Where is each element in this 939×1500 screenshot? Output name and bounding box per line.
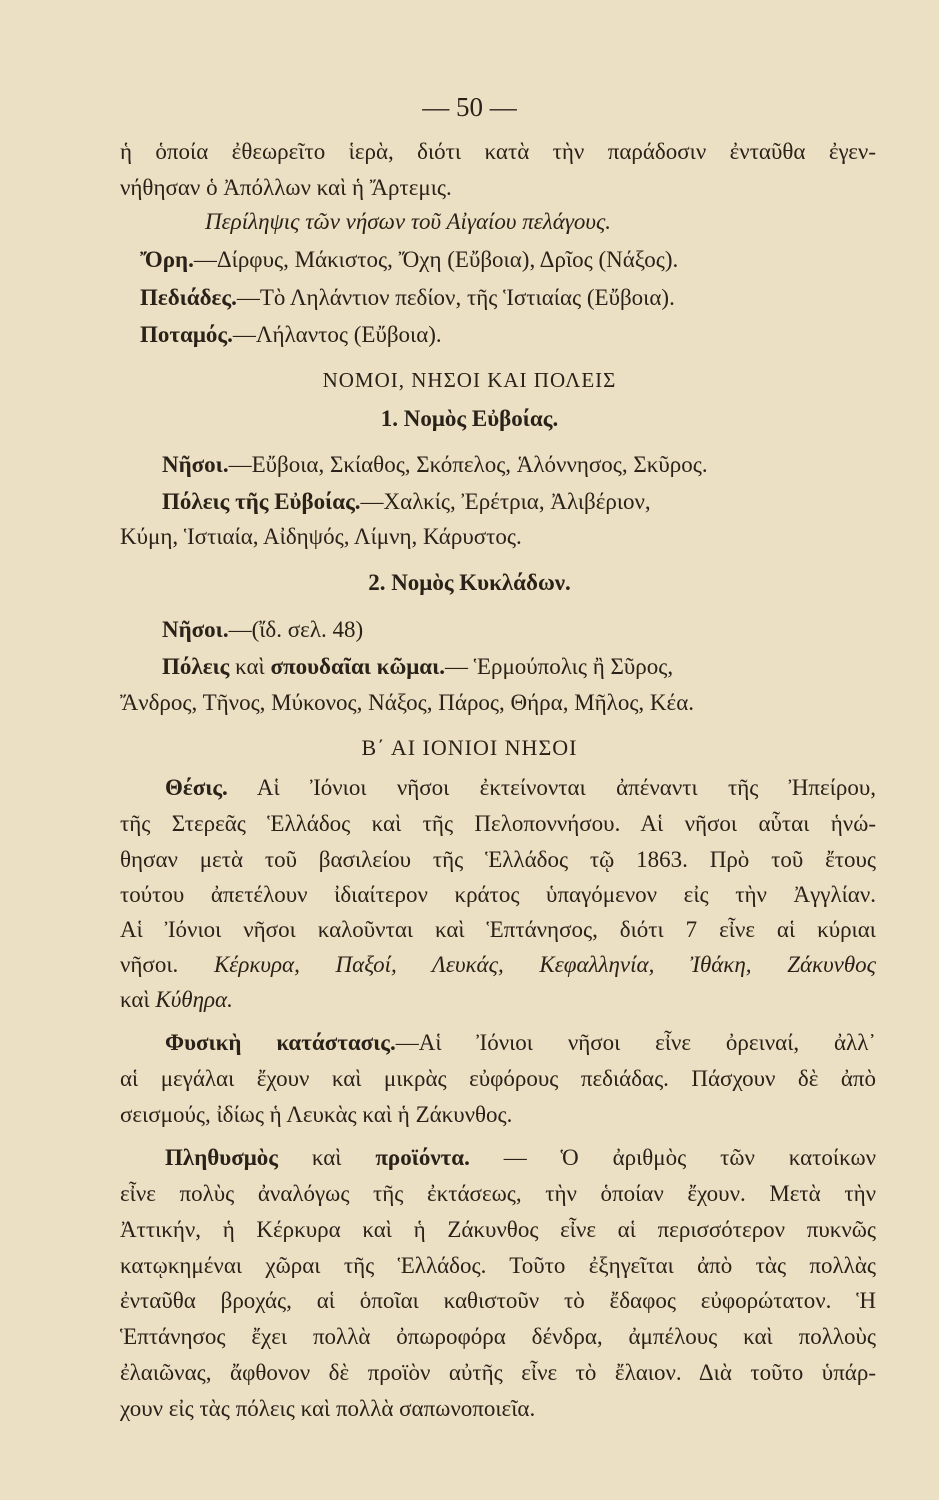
nomos-heading: 2. Νομὸς Κυκλάδων. bbox=[368, 570, 571, 595]
position-label: Θέσις. bbox=[165, 775, 228, 800]
islands-label: Νῆσοι. bbox=[162, 452, 229, 477]
text-line: θησαν μετὰ τοῦ βασιλείου τῆς Ἑλλάδος τῷ 1863. Πρὸ τοῦ ἔτους bbox=[120, 847, 876, 872]
islands-line bbox=[162, 450, 708, 480]
nomos-heading: 1. Νομὸς Εὐβοίας. bbox=[380, 406, 559, 431]
population-line bbox=[165, 1143, 876, 1173]
cities-line bbox=[162, 652, 673, 682]
text-line: Ἑπτάνησος ἔχει πολλὰ ὀπωροφόρα δένδρα, ἀμπέλους καὶ πολλοὺς bbox=[120, 1324, 876, 1349]
ionian-heading: Β΄ ΑΙ ΙΟΝΙΟΙ ΝΗΣΟΙ bbox=[361, 735, 578, 760]
cities-label-2: σπουδαῖαι κῶμαι. bbox=[270, 654, 446, 679]
island-name: Κύθηρα. bbox=[155, 987, 233, 1012]
section-heading: ΝΟΜΟΙ, ΝΗΣΟΙ ΚΑΙ ΠΟΛΕΙΣ bbox=[322, 368, 617, 392]
cities-text: —Χαλκίς, Ἐρέτρια, Ἀλιβέριον, bbox=[360, 489, 651, 514]
islands-line bbox=[162, 615, 363, 645]
island-list: Κέρκυρα, Παξοί, Λευκάς, Κεφαλληνία, Ἰθάκη, Ζάκυνθος bbox=[213, 952, 876, 977]
population-label: Πληθυσμὸς bbox=[165, 1145, 278, 1170]
text-line: Ἄνδρος, Τῆνος, Μύκονος, Νάξος, Πάρος, Θήρα, Μῆλος, Κέα. bbox=[120, 690, 695, 715]
mountains-label: Ὄρη. bbox=[140, 247, 194, 272]
text-line: τῆς Στερεᾶς Ἑλλάδος καὶ τῆς Πελοποννήσου. Αἱ νῆσοι αὗται ἡνώ- bbox=[120, 811, 876, 836]
text-line: τούτου ἀπετέλουν ἰδιαίτερον κράτος ὑπαγόμενον εἰς τὴν Ἀγγλίαν. bbox=[120, 882, 876, 907]
text-line: κατῳκημέναι χῶραι τῆς Ἑλλάδος. Τοῦτο ἐξηγεῖται ἀπὸ τὰς πολλὰς bbox=[120, 1253, 876, 1278]
text-line bbox=[120, 950, 876, 980]
cities-connector: καὶ bbox=[235, 654, 265, 679]
islands-label: Νῆσοι. bbox=[162, 617, 229, 642]
population-connector: καὶ bbox=[311, 1145, 342, 1170]
cities-line bbox=[162, 487, 651, 517]
cities-label: Πόλεις bbox=[162, 654, 230, 679]
summary-heading: Περίληψις τῶν νήσων τοῦ Αἰγαίου πελάγους. bbox=[205, 209, 612, 234]
physical-line bbox=[165, 1028, 876, 1058]
physical-label: Φυσικὴ κατάστασις. bbox=[165, 1030, 396, 1055]
plains-line bbox=[140, 283, 675, 313]
text-line: Αἱ Ἰόνιοι νῆσοι καλοῦνται καὶ Ἑπτάνησος, διότι 7 εἶνε αἱ κύριαι bbox=[120, 917, 876, 942]
population-text: — Ὁ ἀριθμὸς τῶν κατοίκων bbox=[503, 1145, 877, 1170]
river-label: Ποταμός. bbox=[140, 322, 233, 347]
text-line: εἶνε πολὺς ἀναλόγως τῆς ἐκτάσεως, τὴν ὁποίαν ἔχουν. Μετὰ τὴν bbox=[120, 1181, 876, 1206]
text-line bbox=[120, 985, 233, 1015]
position-line bbox=[165, 773, 876, 803]
mountains-line bbox=[140, 245, 678, 275]
river-text: —Λήλαντος (Εὔβοια). bbox=[232, 322, 442, 347]
plains-label: Πεδιάδες. bbox=[140, 285, 237, 310]
text-line: Ἀττικήν, ἡ Κέρκυρα καὶ ἡ Ζάκυνθος εἶνε αἱ περισσότερον πυκνῶς bbox=[120, 1217, 876, 1242]
text-line: χουν εἰς τὰς πόλεις καὶ πολλὰ σαπωνοποιεῖα. bbox=[120, 1396, 536, 1421]
mountains-text: —Δίρφυς, Μάκιστος, Ὄχη (Εὔβοια), Δρῖος (Νάξος). bbox=[193, 247, 679, 272]
text-line: νήθησαν ὁ Ἀπόλλων καὶ ἡ Ἄρτεμις. bbox=[120, 175, 452, 200]
physical-text: —Αἱ Ἰόνιοι νῆσοι εἶνε ὀρειναί, ἀλλ᾽ bbox=[395, 1030, 876, 1055]
text-line: ἐλαιῶνας, ἄφθονον δὲ προϊὸν αὐτῆς εἶνε τὸ ἔλαιον. Διὰ τοῦτο ὑπάρ- bbox=[120, 1360, 876, 1385]
islands-text: —Εὔβοια, Σκίαθος, Σκόπελος, Ἁλόννησος, Σκῦρος. bbox=[228, 452, 708, 477]
river-line bbox=[140, 320, 442, 350]
cities-label: Πόλεις τῆς Εὐβοίας. bbox=[162, 489, 361, 514]
text-span: καὶ bbox=[120, 987, 150, 1012]
text-line: σεισμούς, ἰδίως ἡ Λευκὰς καὶ ἡ Ζάκυνθος. bbox=[120, 1102, 513, 1127]
position-text: Αἱ Ἰόνιοι νῆσοι ἐκτείνονται ἀπέναντι τῆς Ἠπείρου, bbox=[256, 775, 877, 800]
plains-text: —Τὸ Ληλάντιον πεδίον, τῆς Ἱστιαίας (Εὔβοια). bbox=[236, 285, 675, 310]
text-line: ἐνταῦθα βροχάς, αἱ ὁποῖαι καθιστοῦν τὸ ἔδαφος εὐφορώτατον. Ἡ bbox=[120, 1288, 876, 1313]
text-line: αἱ μεγάλαι ἔχουν καὶ μικρὰς εὐφόρους πεδιάδας. Πάσχουν δὲ ἀπὸ bbox=[120, 1066, 876, 1091]
text-line: Κύμη, Ἱστιαία, Αἰδηψός, Λίμνη, Κάρυστος. bbox=[120, 524, 522, 549]
text-line: ἡ ὁποία ἐθεωρεῖτο ἱερὰ, διότι κατὰ τὴν παράδοσιν ἐνταῦθα ἐγεν- bbox=[120, 139, 876, 164]
text-span: νῆσοι. bbox=[120, 952, 179, 977]
page-number: — 50 — bbox=[422, 92, 517, 122]
cities-text: — Ἑρμούπολις ἢ Σῦρος, bbox=[445, 654, 674, 679]
population-label-2: προϊόντα. bbox=[375, 1145, 470, 1170]
islands-text: —(ἴδ. σελ. 48) bbox=[228, 617, 364, 642]
